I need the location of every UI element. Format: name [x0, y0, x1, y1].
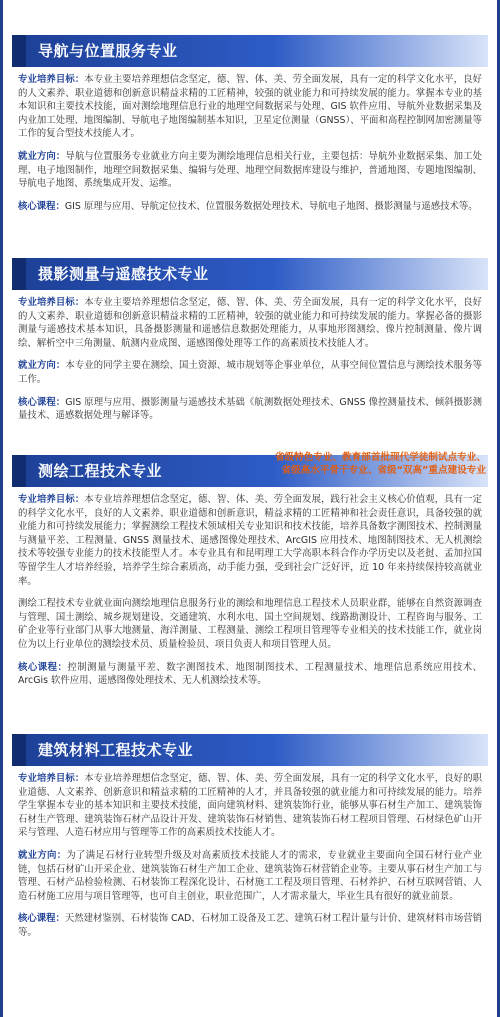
career-text: 导航与位置服务专业就业方向主要为测绘地理信息相关行业，主要包括：导航外业数据采集、加工处理、电子地图制作，地理空间数据采集、编辑与处理、地理空间数据库建设与维护，普通地图、专题地图编制、导航电子地图、系统集成开发、运维。	[18, 150, 482, 190]
objective-paragraph	[12, 493, 488, 588]
section-photogrammetry	[12, 258, 488, 432]
section-banner	[12, 734, 488, 766]
objective-label: 专业培养目标：	[18, 297, 85, 308]
courses-text: GIS 原理与应用、摄影测量与遥感技术基础《航测数据处理技术、GNSS 像控测量技术、倾斜摄影测量技术、遥感数据处理与解译等。	[18, 396, 482, 422]
courses-label: 核心课程：	[18, 913, 65, 925]
career-paragraph	[12, 150, 488, 191]
career-text: 测绘工程技术专业就业面向测绘地理信息服务行业的测绘和地理信息工程技术人员职业群，能够在自然资源调查与管理、国土测绘、城乡规划建设、交通建筑、水利水电、国土空间规划、线路勘测设计、工程咨询与服务、工矿企业等行业部门从事大地测量、海洋测量、工程测量、测绘工程项目管理等专业相关的技术技能工作，就业岗位为以上行业单位的测绘技术员、质量检验员、项目负责人和项目管理人员。	[18, 598, 482, 650]
objective-paragraph	[12, 772, 488, 840]
honors-line: 省级特色专业、教育部首批现代学徒制试点专业、	[274, 452, 486, 463]
courses-label: 核心课程：	[18, 200, 65, 212]
courses-paragraph	[12, 661, 488, 688]
career-paragraph	[12, 597, 488, 651]
section-title: 测绘工程技术专业	[38, 462, 163, 480]
section-banner	[12, 452, 488, 487]
objective-paragraph	[12, 296, 488, 350]
section-body	[12, 493, 488, 688]
honors-line: 省级高水平骨干专业、省级“双高”重点建设专业	[281, 464, 486, 476]
objective-text: 本专业主要培养理想信念坚定，德、智、体、美、劳全面发展，具有一定的科学文化水平，良好的人文素养、职业道德和创新意识精益求精的工匠精神，较强的就业能力和可持续发展的能力。掌握必备的摄影测量与遥感技术基本知识，具备摄影测量和遥感信息数据处理能力，从事地形图测绘、像片控制测量、像片调绘、解析空中三角测量、航测内业成图、遥感图像处理等工作的高素质技术技能人才。	[18, 297, 482, 349]
courses-paragraph	[12, 200, 488, 214]
section-surveying	[12, 452, 488, 697]
objective-label: 专业培养目标：	[18, 494, 85, 505]
courses-paragraph	[12, 912, 488, 939]
section-banner	[12, 35, 488, 67]
objective-text: 本专业主要培养理想信念坚定，德、智、体、美、劳全面发展，具有一定的科学文化水平，良好的人文素养、职业道德和创新意识精益求精的工匠精神，较强的就业能力和可持续发展的能力。掌握本专业的基本知识和主要技术技能，面对测绘地理信息行业的地理空间数据采与处理、GIS 软件应用、导航外业数据采集及内业加工处理、地图编制、导航电子地图编制基本知识，卫星定位测量（GNSS）、平面和高程控制网加密测量等工作的复合型技术技能人才。	[18, 74, 482, 140]
section-title: 摄影测量与遥感技术专业	[38, 265, 209, 283]
objective-label: 专业培养目标：	[18, 74, 85, 85]
section-body	[12, 296, 488, 423]
courses-label: 核心课程：	[18, 661, 68, 673]
career-paragraph	[12, 359, 488, 386]
career-label: 就业方向：	[18, 849, 67, 861]
section-body	[12, 73, 488, 213]
objective-text: 本专业培养理想信念坚定，德、智、体、美、劳全面发展，践行社会主义核心价值观，具有一定的科学文化水平，良好的人文素养、职业道德和创新意识，精益求精的工匠精神和社会责任意识，具备较强的就业能力和可持续发展能力；掌握测绘工程技术领域相关专业知识和技术技能，培养具备数字测图技术、控制测量与测量平差、工程测量、GNSS 测量技术、遥感图像处理技术、ArcGIS 应用技术、地图制图技术、无人机测绘技术等较强专业能力的技术技能型人才。本专业具有和昆明理工大学高职本科合作办学历史以及老挝、孟加拉国等留学生人才培养经验，培养学生综合素质高，动手能力强，受到社会广泛好评，近 10 年来持续保持较高就业率。	[18, 494, 482, 587]
left-edge-stripe	[0, 0, 3, 1017]
courses-text: 天然建材鉴别、石材装饰 CAD、石材加工设备及工艺、建筑石材工程计量与计价、建筑材料市场营销等。	[18, 913, 482, 938]
career-paragraph	[12, 849, 488, 903]
section-title: 建筑材料工程技术专业	[38, 741, 194, 759]
courses-text: GIS 原理与应用、导航定位技术、位置服务数据处理技术、导航电子地图、摄影测量与遥感技术等。	[64, 200, 478, 212]
objective-label: 专业培养目标：	[18, 773, 85, 784]
courses-paragraph	[12, 396, 488, 423]
career-label: 就业方向：	[18, 360, 66, 372]
courses-text: 控制测量与测量平差、数字测图技术、地图制图技术、工程测量技术、地理信息系统应用技术、ArcGis 软件应用、遥感图像处理技术、无人机测绘技术等。	[18, 661, 482, 687]
career-text: 本专业的同学主要在测绘、国土资源、城市规划等企事业单位，从事空间位置信息与测绘技术服务等工作。	[18, 360, 482, 385]
section-title: 导航与位置服务专业	[38, 42, 178, 60]
section-body	[12, 772, 488, 940]
courses-label: 核心课程：	[18, 396, 66, 408]
career-text: 为了满足石材行业转型升级及对高素质技术技能人才的需求，专业就业主要面向全国石材行业产业链，包括石材矿山开采企业、建筑装饰石材生产加工企业、建筑装饰石材营销企业等。主要从事石材生产加工与管理、石材产品检验检测、石材装饰工程深化设计、石材施工工程及项目管理、石材养护、石材互联网营销、人造石材施工应用与项目管理等，也可自主创业，职业范围广，人才需求量大，毕业生具有很好的就业前景。	[18, 849, 482, 902]
section-building-materials	[12, 734, 488, 949]
section-banner	[12, 258, 488, 290]
objective-text: 本专业培养理想信念坚定，德、智、体、美、劳全面发展，具有一定的科学文化水平，良好的职业道德、人文素养、创新意识和精益求精的工匠精神的人才，并具备较强的就业能力和可持续发展的能力。培养学生掌握本专业的基本知识和主要技术技能，面向建筑材料、建筑装饰行业，能够从事石材生产加工、建筑装饰石材生产管理、建筑装饰石材产品设计开发、建筑装饰石材销售、建筑装饰石材工程项目管理、石材绿色矿山开采与管理、人造石材应用与管理等工作的高素质技术技能人才。	[18, 773, 482, 839]
objective-paragraph	[12, 73, 488, 141]
honors-note	[275, 452, 486, 477]
career-label: 就业方向：	[18, 150, 66, 162]
section-navigation	[12, 35, 488, 222]
